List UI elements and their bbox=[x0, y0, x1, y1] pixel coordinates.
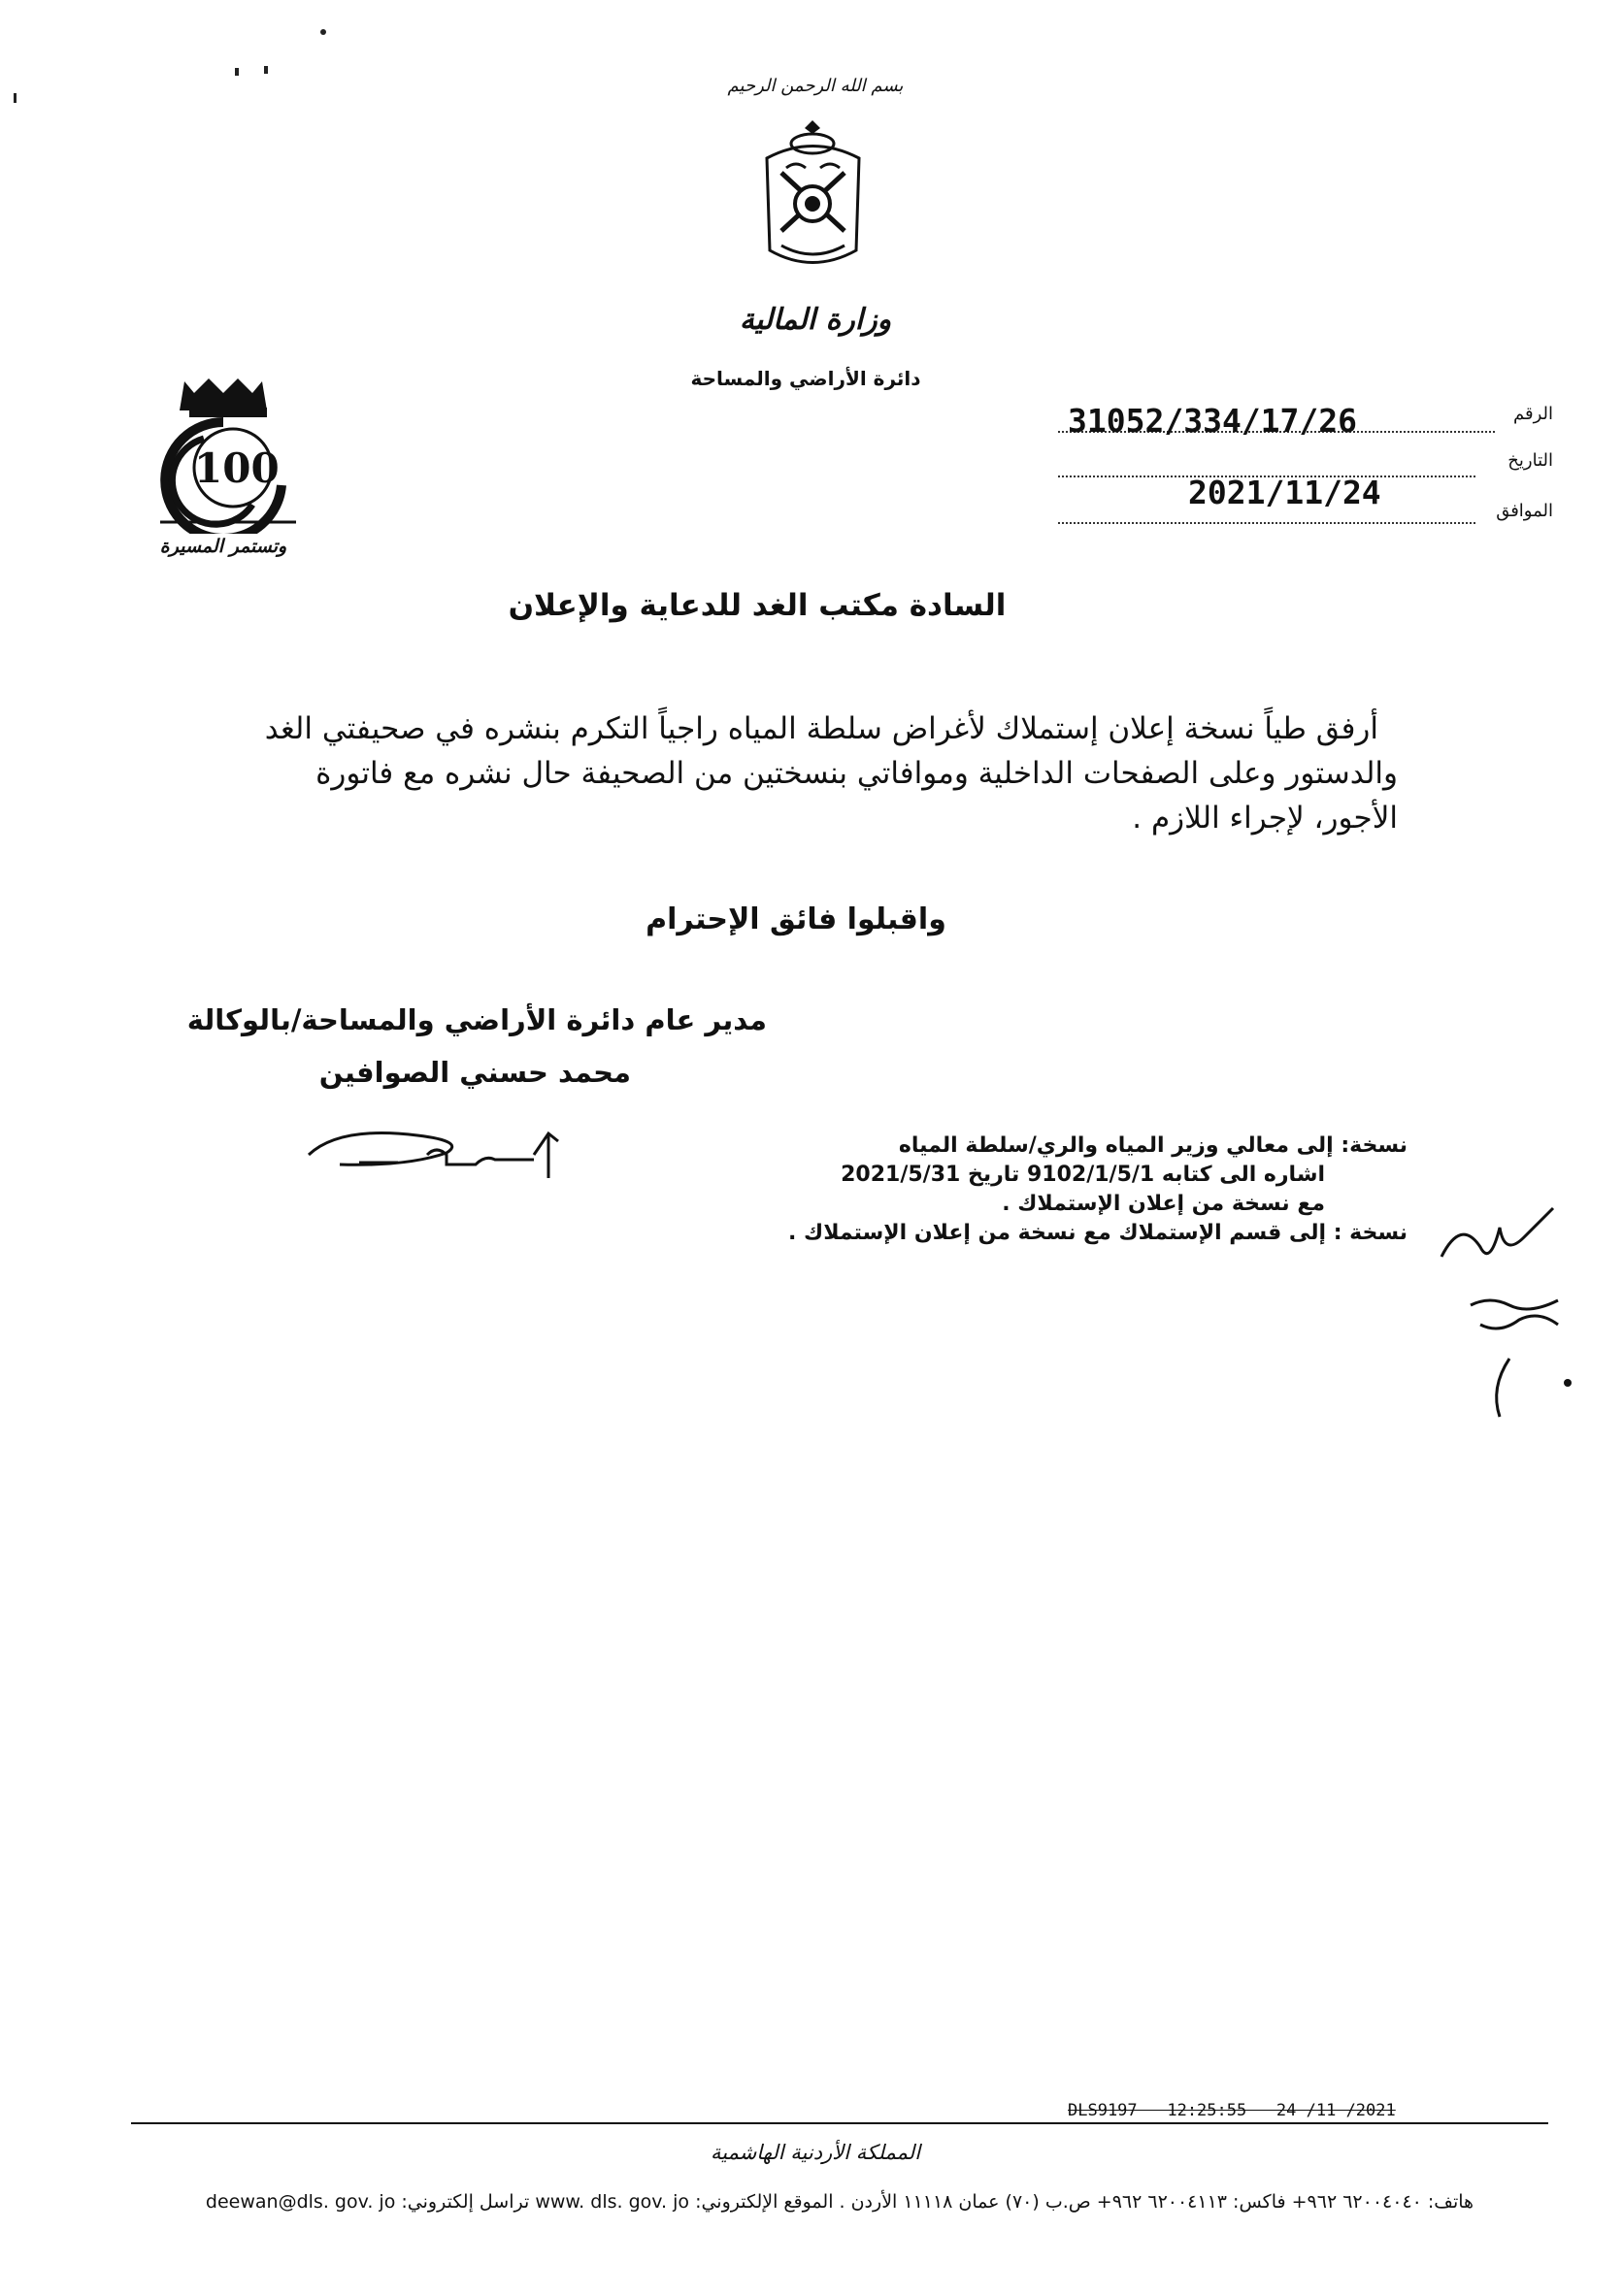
scan-speck bbox=[320, 29, 326, 35]
reference-corresponding-label: الموافق bbox=[1496, 501, 1553, 521]
letter-body-line: الأجور، لإجراء اللازم . bbox=[1132, 801, 1398, 836]
letter-body-line: أرفق طياً نسخة إعلان إستملاك لأغراض سلطة المياه راجياً التكرم بنشره في صحيفتي الغد bbox=[264, 711, 1378, 746]
footer-rule bbox=[131, 2122, 1548, 2124]
reference-block bbox=[1058, 400, 1553, 536]
letter-body-line: والدستور وعلى الصفحات الداخلية وموافاتي بنسختين من الصحيفة حال نشره مع فاتورة bbox=[315, 756, 1398, 791]
reference-date-label: التاريخ bbox=[1507, 450, 1553, 471]
centennial-logo bbox=[136, 369, 311, 563]
ministry-name: وزارة المالية bbox=[739, 303, 892, 337]
department-name: دائرة الأراضي والمساحة bbox=[690, 367, 921, 390]
copy-line-1: نسخة: إلى معالي وزير المياه والري/سلطة المياه bbox=[898, 1133, 1408, 1158]
copies-block bbox=[757, 1132, 1408, 1248]
copy-line-2: اشاره الى كتابه 9102/1/5/1 تاريخ 2021/5/31 bbox=[841, 1163, 1325, 1187]
letter-addressee: السادة مكتب الغد للدعاية والإعلان bbox=[508, 588, 1007, 623]
signatory-name: محمد حسني الصوافين bbox=[318, 1056, 631, 1089]
reference-date-value: 2021/11/24 bbox=[1188, 474, 1381, 511]
letter-body bbox=[175, 706, 1398, 840]
scan-speck bbox=[264, 66, 268, 74]
centennial-number: 100 bbox=[194, 444, 280, 492]
margin-initials bbox=[1432, 1198, 1587, 1422]
reference-number-value: 31052/334/17/26 bbox=[1068, 402, 1358, 440]
footer-country: المملكة الأردنية الهاشمية bbox=[710, 2141, 921, 2164]
copy-line-3: مع نسخة من إعلان الإستملاك . bbox=[1002, 1192, 1325, 1216]
reference-corresponding-line bbox=[1058, 522, 1475, 524]
reference-number-label: الرقم bbox=[1512, 404, 1553, 424]
handwritten-signature bbox=[301, 1116, 582, 1184]
centennial-slogan: وتستمر المسيرة bbox=[159, 536, 287, 557]
copy-line-4: نسخة : إلى قسم الإستملاك مع نسخة من إعلان الإستملاك . bbox=[788, 1221, 1408, 1245]
letter-closing: واقبلوا فائق الإحترام bbox=[646, 902, 946, 936]
signatory-title: مدير عام دائرة الأراضي والمساحة/بالوكالة bbox=[186, 1003, 767, 1036]
basmala: بسم الله الرحمن الرحيم bbox=[727, 76, 904, 96]
scan-speck bbox=[235, 68, 239, 76]
coat-of-arms-emblem bbox=[747, 115, 878, 275]
footer-print-stamp: DLS9197 12:25:55 24 /11 /2021 bbox=[1068, 2101, 1396, 2120]
scan-speck bbox=[14, 93, 17, 103]
footer-contact-line: هاتف: ٦٢٠٠٤٠٤٠ ٩٦٢+ فاكس: ٦٢٠٠٤١١٣ ٩٦٢+ ص.ب (٧٠) عمان ١١١١٨ الأردن . الموقع الإلكتروني: www. dls. gov. jo تراسل إلكتروني: deewan@dls. gov. jo bbox=[205, 2191, 1474, 2213]
